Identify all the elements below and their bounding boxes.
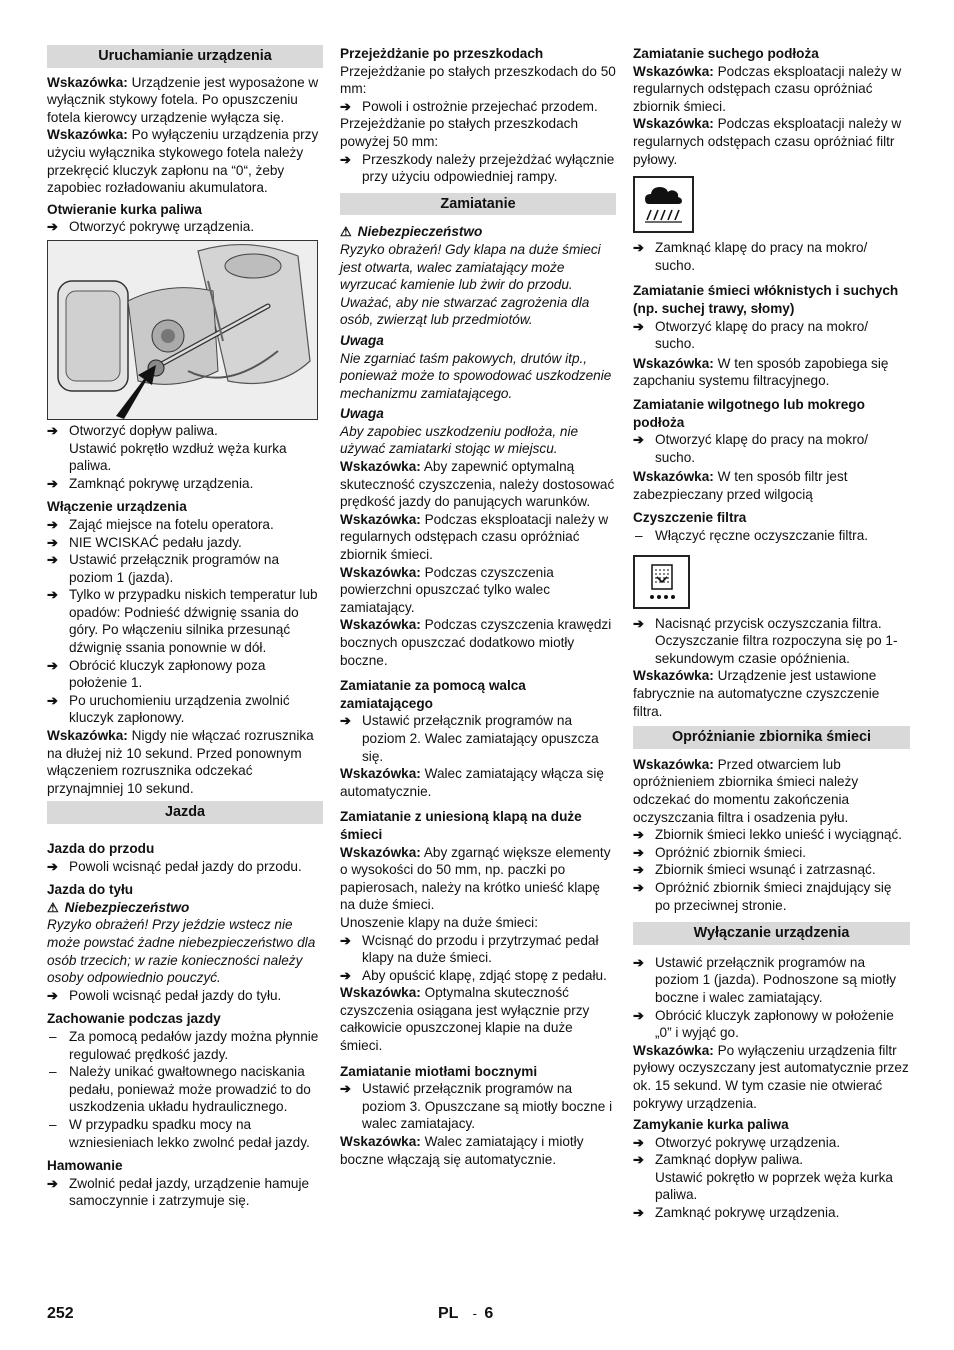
step: ➔ Ustawić przełącznik programów na poziom 1 (jazda). [47,551,323,586]
subheading-side-brooms: Zamiatanie miotłami bocznymi [340,1063,538,1079]
step: ➔ Otworzyć pokrywę urządzenia. [47,218,323,236]
note: Wskazówka: Po wyłączeniu urządzenia filtr pyłowy oczyszczany jest automatycznie przez ok. 15 sekund. W tym czasie nie otwierać pokrywy urządzenia. [633,1042,909,1111]
step: ➔ Nacisnąć przycisk oczyszczania filtra. Oczyszczanie filtra rozpoczyna się po 1-sekundowym czasie opóźnienia. [633,615,910,668]
language-code: PL [438,1305,459,1322]
note: Wskazówka: Optymalna skuteczność czyszczenia osiągana jest wyłącznie przy całkowicie opuszczonej klapie na duże śmieci. [340,985,590,1054]
step: ➔ Wcisnąć do przodu i przytrzymać pedał klapy na duże śmieci. [340,932,616,967]
note: Wskazówka: Urządzenie jest ustawione fabrycznie na automatyczne czyszczenie filtra. [633,668,880,719]
subheading-on: Włączenie urządzenia [47,499,187,515]
sub-page-number: 6 [484,1305,494,1322]
step: ➔ Otworzyć klapę do pracy na mokro/ sucho. [633,431,910,466]
step: ➔ Aby opuścić klapę, zdjąć stopę z pedału. [340,967,616,985]
danger-label: ⚠ Niebezpieczeństwo [47,899,190,915]
wet-dry-flap-icon [633,176,694,233]
step: ➔ Ustawić przełącznik programów na poziom 1 (jazda). Podnoszone są miotły boczne i walec zamiatający. [633,954,910,1007]
caution-text: Nie zgarniać taśm pakowych, drutów itp., ponieważ może to spowodować uszkodzenie mechanizmu zamiatającego. [340,350,612,401]
subheading-forward: Jazda do przodu [47,841,155,856]
subheading-obstacles: Przejeżdżanie po przeszkodach [340,46,544,61]
subheading-roller: Zamiatanie za pomocą walca zamiatającego [340,678,526,711]
note: Wskazówka: Aby zgarnąć większe elementy o wysokości do 50 mm, np. paczki po papierosach, należy na krótko unieść klapę na duże śmieci. [340,844,611,913]
subheading-wet: Zamiatanie wilgotnego lub mokrego podłoża [633,396,865,430]
paragraph: Unoszenie klapy na duże śmieci: [340,914,538,930]
step: ➔ Zamknąć pokrywę urządzenia. [633,1204,910,1222]
engine-illustration [48,241,317,419]
subheading-filter: Czyszczenie filtra [633,510,747,526]
note: Wskazówka: Urządzenie jest wyposażone w wyłącznik stykowy fotela. Po opuszczeniu fotela kierowcy urządzenie wyłącza się. [47,74,319,125]
danger-text: Ryzyko obrażeń! Gdy klapa na duże śmieci jest otwarta, walec zamiatający może wyrzucać kamienie lub żwir do przodu. Uważać, aby nie stwarzać zagrożenia dla osób, zwierząt lub przedmiotów. [340,241,601,328]
step: ➔ NIE WCISKAĆ pedału jazdy. [47,534,323,552]
filter-cleaning-icon [633,555,690,609]
note: Wskazówka: W ten sposób zapobiega się zapchaniu systemu filtracyjnego. [633,355,889,389]
note: Wskazówka: Po wyłączeniu urządzenia przy użyciu wyłącznika stykowego fotela należy przekręcić kluczyk zapłonu na “0“, żeby zapobiec rozładowaniu akumulatora. [47,127,319,196]
warning-icon: ⚠ [340,224,352,240]
paragraph: Przejeżdżanie po stałych przeszkodach do 50 mm: [340,63,616,97]
subheading-close-fuel: Zamykanie kurka paliwa [633,1117,789,1133]
note: Wskazówka: Przed otwarciem lub opróżnieniem zbiornika śmieci należy odczekać do momentu zakończenia oczyszczania filtra i osadzenia pyłu. [633,756,859,825]
note: Wskazówka: Aby zapewnić optymalną skuteczność czyszczenia, należy dostosować prędkość jazdy do panujących warunków. [340,459,615,510]
warning-icon: ⚠ [47,899,59,915]
note: Wskazówka: Walec zamiatający i miotły boczne włączają się automatycznie. [340,1134,584,1167]
subheading-brake: Hamowanie [47,1158,123,1174]
step: ➔ Zbiornik śmieci lekko unieść i wyciągnąć. [633,826,910,844]
note: Wskazówka: W ten sposób filtr jest zabezpieczany przed wilgocią [633,469,848,502]
subheading-fibrous: Zamiatanie śmieci włóknistych i suchych (np. suchej trawy, słomy) [633,283,899,316]
danger-label: ⚠ Niebezpieczeństwo [340,224,483,240]
note: Wskazówka: Podczas czyszczenia powierzchni opuszczać tylko walec zamiatający. [340,564,554,615]
column-2 [340,44,616,1168]
note: Wskazówka: Nigdy nie włączać rozrusznika na dłużej niż 10 sekund. Przed ponownym włączeniem rozrusznika odczekać przynajmniej 10 sekund. [47,728,314,796]
step: ➔ Obrócić kluczyk zapłonowy w położenie „0” i wyjąć go. [633,1007,910,1042]
dash-item: – Należy unikać gwałtownego naciskania pedału, ponieważ może prowadzić to do uszkodzenia układu hydraulicznego. [47,1063,323,1116]
step-detail: Ustawić pokrętło wzdłuż węża kurka paliwa. [69,440,287,474]
subheading-fuel: Otwieranie kurka paliwa [47,201,202,217]
step: ➔ Zamknąć klapę do pracy na mokro/ sucho. [633,239,910,274]
dash-item: – W przypadku spadku mocy na wzniesieniach lekko zwolnć pedał jazdy. [47,1116,323,1151]
heading-start: Uruchamianie urządzenia [47,45,323,68]
caution-label: Uwaga [340,332,384,348]
step: ➔ Otworzyć klapę do pracy na mokro/ sucho. [633,318,910,353]
note: Wskazówka: Podczas eksploatacji należy w regularnych odstępach czasu opróżniać filtr pyłowy. [633,116,902,167]
step: ➔ Opróżnić zbiornik śmieci. [633,844,910,862]
step: ➔ Ustawić przełącznik programów na poziom 2. Walec zamiatający opuszcza się. [340,712,616,765]
engine-photo [47,240,318,420]
dash-item: – Za pomocą pedałów jazdy można płynnie regulować prędkość jazdy. [47,1028,323,1063]
caution-text: Aby zapobiec uszkodzeniu podłoża, nie używać zamiatarki stojąc w miejscu. [340,423,579,457]
heading-sweep: Zamiatanie [340,193,616,216]
danger-text: Ryzyko obrażeń! Przy jeździe wstecz nie może powstać żadne niebezpieczeństwo dla osób trzecich; w razie konieczności należy osoby odpowiednio pouczyć. [47,917,316,986]
step: ➔ Powoli wcisnąć pedał jazdy do przodu. [47,858,323,876]
dash-item: – Włączyć ręczne oczyszczanie filtra. [633,527,910,545]
step: ➔ Zamknąć dopływ paliwa. [633,1151,910,1169]
step: ➔ Powoli wcisnąć pedał jazdy do tyłu. [47,987,323,1005]
step-detail: Ustawić pokrętło w poprzek węża kurka paliwa. [655,1169,893,1203]
step: ➔ Otworzyć dopływ paliwa. [47,422,323,440]
heading-drive: Jazda [47,801,323,824]
subheading-back: Jazda do tyłu [47,882,134,898]
step: ➔ Powoli i ostrożnie przejechać przodem. [340,98,616,116]
heading-off: Wyłączanie urządzenia [633,922,910,945]
step: ➔ Zająć miejsce na fotelu operatora. [47,516,323,534]
subheading-dry: Zamiatanie suchego podłoża [633,46,819,61]
heading-empty: Opróżnianie zbiornika śmieci [633,726,910,749]
note: Wskazówka: Podczas czyszczenia krawędzi bocznych opuszczać dodatkowo miotły boczne. [340,617,612,668]
step: ➔ Po uruchomieniu urządzenia zwolnić kluczyk zapłonowy. [47,692,323,727]
note: Wskazówka: Podczas eksploatacji należy w regularnych odstępach czasu opróżniać zbiornik śmieci. [340,511,609,563]
step: ➔ Ustawić przełącznik programów na poziom 3. Opuszczane są miotły boczne i walec zamiatajacy. [340,1080,616,1133]
step: ➔ Otworzyć pokrywę urządzenia. [633,1134,910,1152]
subheading-flap: Zamiatanie z uniesioną klapą na duże śmieci [340,809,582,842]
note: Wskazówka: Walec zamiatający włącza się automatycznie. [340,766,604,799]
subheading-behaviour: Zachowanie podczas jazdy [47,1011,221,1027]
page-number: 252 [47,1305,74,1322]
step: ➔ Obrócić kluczyk zapłonowy poza położenie 1. [47,657,323,692]
footer-lang [438,1305,493,1323]
column-3 [633,44,910,1222]
step: ➔ Opróżnić zbiornik śmieci znajdujący się po przeciwnej stronie. [633,879,910,914]
step: ➔ Zamknąć pokrywę urządzenia. [47,475,323,493]
column-1 [47,44,323,1210]
step: ➔ Zbiornik śmieci wsunąć i zatrzasnąć. [633,861,910,879]
step: ➔ Tylko w przypadku niskich temperatur lub opadów: Podnieść dźwignię ssania do góry. Po włączeniu silnika przesunąć dźwignię ssania ponownie w dół. [47,586,323,656]
step: ➔ Zwolnić pedał jazdy, urządzenie hamuje samoczynnie i zatrzymuje się. [47,1175,323,1210]
note: Wskazówka: Podczas eksploatacji należy w regularnych odstępach czasu opróżniać zbiornik śmieci. [633,63,902,114]
footer-separator: - [472,1306,477,1321]
caution-label: Uwaga [340,406,384,422]
step: ➔ Przeszkody należy przejeżdżać wyłącznie przy użyciu odpowiedniej rampy. [340,151,616,186]
paragraph: Przejeżdżanie po stałych przeszkodach powyżej 50 mm: [340,116,579,149]
